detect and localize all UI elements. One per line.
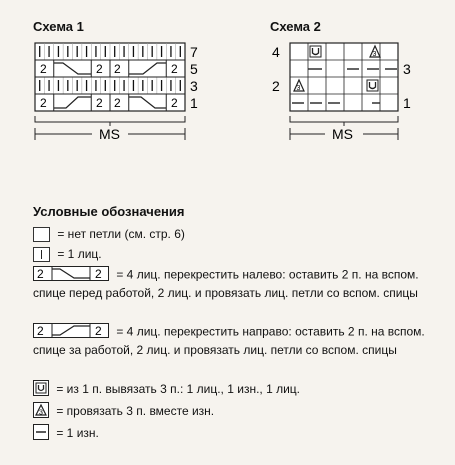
legend-item-text: = 1 лиц. bbox=[57, 247, 102, 261]
legend-item-knit bbox=[33, 246, 443, 262]
charts-canvas bbox=[0, 0, 455, 200]
legend-item-text: = провязать 3 п. вместе изн. bbox=[56, 404, 215, 419]
scheme-1-cable-label: 2 bbox=[40, 96, 47, 110]
cable-right-icon-label: 2 bbox=[37, 324, 44, 338]
cable-left-icon-label: 2 bbox=[95, 267, 102, 281]
scheme-1-chart bbox=[35, 43, 198, 142]
legend-item-empty bbox=[33, 226, 443, 242]
scheme-1-cable-label: 2 bbox=[114, 62, 121, 76]
scheme-1-cable-label: 2 bbox=[96, 62, 103, 76]
legend-item-purl bbox=[33, 424, 443, 444]
increase-symbol bbox=[367, 80, 378, 91]
svg-text:3: 3 bbox=[296, 85, 301, 92]
increase-symbol bbox=[310, 46, 321, 57]
scheme-1-cable-label: 2 bbox=[171, 96, 178, 110]
purl-icon bbox=[33, 424, 49, 444]
scheme-1-cable-label: 2 bbox=[114, 96, 121, 110]
cable-left-icon bbox=[33, 266, 109, 285]
legend-item-text: = нет петли (см. стр. 6) bbox=[57, 227, 185, 241]
scheme-1-repeat-bracket bbox=[35, 116, 185, 122]
legend-item-text: = из 1 п. вывязать 3 п.: 1 лиц., 1 изн., 1 лиц. bbox=[56, 382, 300, 397]
knit-stitch-icon bbox=[33, 247, 50, 262]
legend-title: Условные обозначения bbox=[33, 204, 185, 219]
empty-cell-icon bbox=[33, 227, 50, 242]
cable-left-icon-label: 2 bbox=[37, 267, 44, 281]
scheme-2-row-number: 2 bbox=[272, 78, 280, 94]
legend-item-increase bbox=[33, 380, 443, 400]
legend-item-cable-right bbox=[33, 323, 443, 358]
scheme-1-cable-label: 2 bbox=[96, 96, 103, 110]
scheme-2-row-number: 4 bbox=[272, 44, 280, 60]
scheme-2-row-number: 1 bbox=[403, 95, 411, 111]
scheme-2-repeat-bracket bbox=[290, 116, 398, 122]
svg-text:3: 3 bbox=[372, 51, 377, 58]
scheme-1-title: Схема 1 bbox=[33, 19, 84, 34]
legend-item-text: = 1 изн. bbox=[56, 426, 99, 441]
scheme-2-repeat-label: MS bbox=[332, 126, 353, 142]
legend-item-text: = 4 лиц. перекрестить направо: оставить 2 п. на вспом. спице за работой, 2 лиц. и провязать лиц. петли со вспом. спицы bbox=[33, 324, 425, 357]
scheme-1-row-number: 7 bbox=[190, 44, 198, 60]
scheme-2-row-number: 3 bbox=[403, 61, 411, 77]
legend-item-cable-left bbox=[33, 266, 443, 301]
svg-text:3: 3 bbox=[39, 409, 43, 417]
cable-right-icon-label: 2 bbox=[95, 324, 102, 338]
cable-right-icon bbox=[33, 323, 109, 342]
scheme-1-row-number: 1 bbox=[190, 95, 198, 111]
legend-item-text: = 4 лиц. перекрестить налево: оставить 2 п. на вспом. спице перед работой, 2 лиц. и провязать лиц. петли со вспом. спицы bbox=[33, 267, 419, 300]
scheme-1-repeat-label: MS bbox=[99, 126, 120, 142]
scheme-1-cable-label: 2 bbox=[40, 62, 47, 76]
scheme-1-cable-label: 2 bbox=[171, 62, 178, 76]
scheme-2-chart bbox=[272, 43, 411, 142]
increase-icon bbox=[33, 380, 49, 400]
scheme-2-title: Схема 2 bbox=[270, 19, 321, 34]
scheme-1-row-number: 5 bbox=[190, 61, 198, 77]
decrease-icon bbox=[33, 402, 49, 422]
scheme-1-row-number: 3 bbox=[190, 78, 198, 94]
legend-item-decrease bbox=[33, 402, 443, 422]
